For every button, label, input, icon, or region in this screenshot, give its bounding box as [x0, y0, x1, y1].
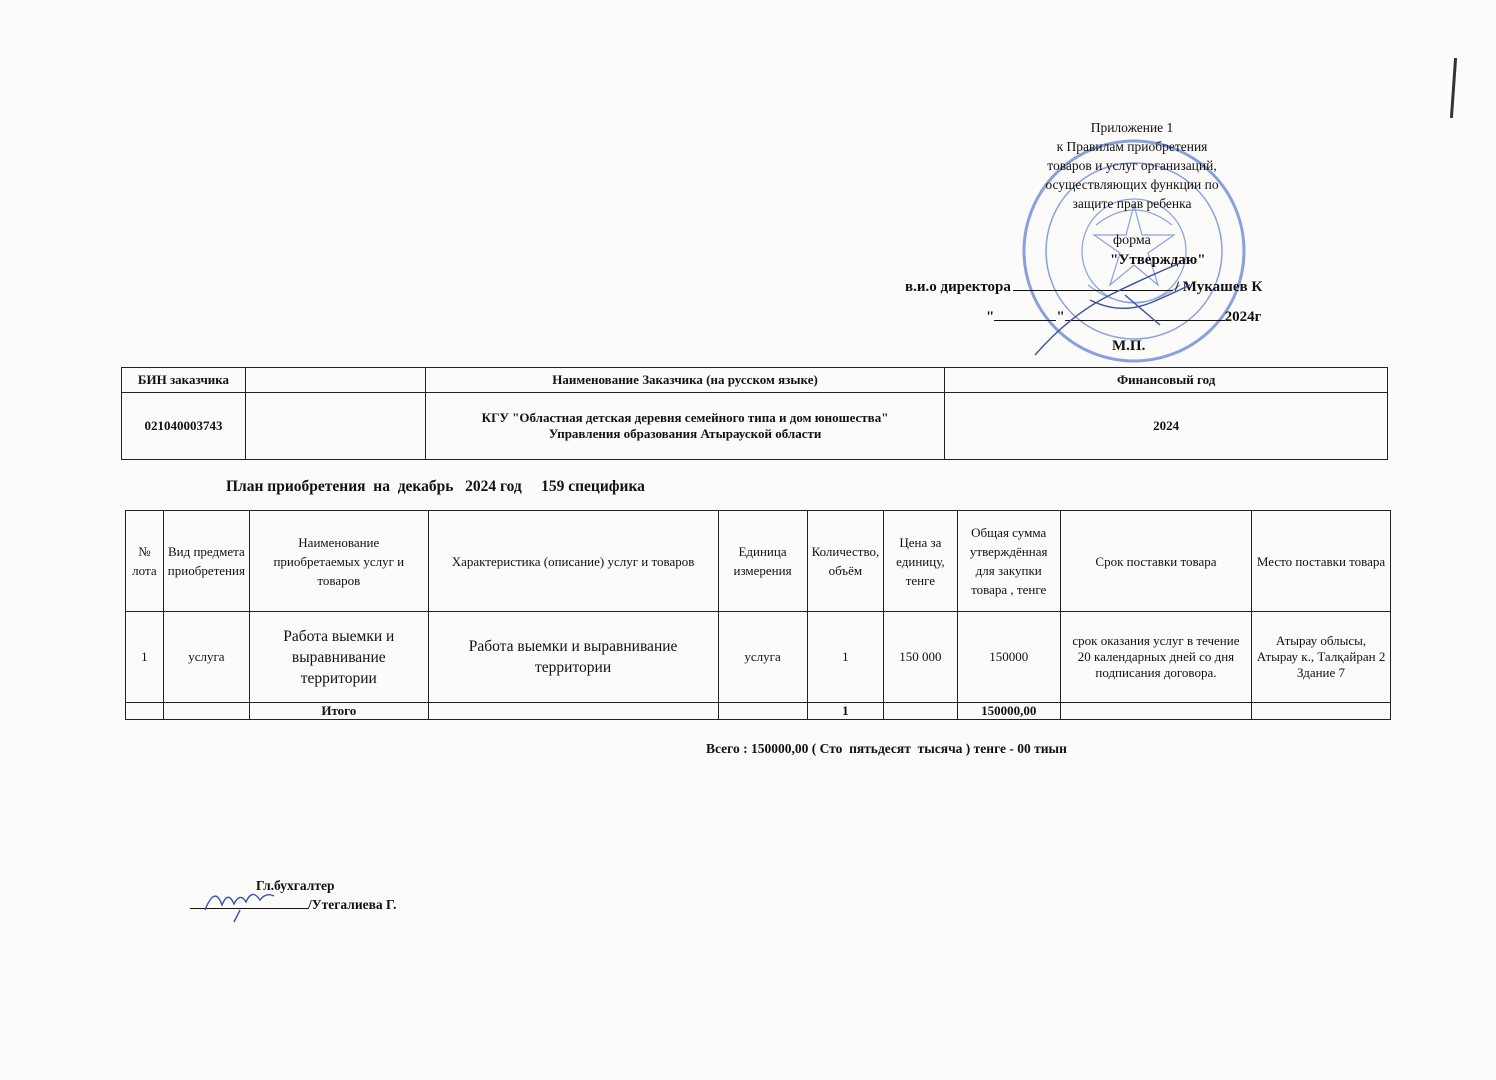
lot-header: № лота [126, 511, 164, 612]
total-sum: 150000,00 [957, 703, 1060, 720]
bin-value: 021040003743 [122, 393, 246, 460]
customer-name-line: КГУ "Областная детская деревня семейного типа и дом юношества" [481, 410, 889, 425]
appendix-line: Приложение 1 [1090, 120, 1174, 135]
unit-header: Единица измерения [718, 511, 807, 612]
type-cell: услуга [163, 612, 249, 703]
purchase-table [125, 510, 1391, 720]
purchase-header-row [126, 511, 1391, 612]
appendix-line: к Правилам приобретения [1056, 139, 1208, 154]
lot-cell: 1 [126, 612, 164, 703]
empty-cell [718, 703, 807, 720]
plan-title: План приобретения на декабрь 2024 год 159 специфика [226, 478, 645, 495]
description-header: Характеристика (описание) услуг и товаров [428, 511, 718, 612]
fiscal-year-header: Финансовый год [945, 368, 1388, 393]
empty-cell [884, 703, 957, 720]
customer-value-row [122, 393, 1388, 460]
date-quote-open: " [986, 309, 995, 325]
accountant-title: Гл.бухгалтер [256, 878, 335, 893]
customer-name-header: Наименование Заказчика (на русском языке) [425, 368, 945, 393]
customer-name-line: Управления образования Атырауской области [548, 426, 822, 441]
form-label: форма [1113, 233, 1151, 248]
appendix-line: товаров и услуг организаций, [1047, 158, 1217, 173]
type-header: Вид предмета приобретения [163, 511, 249, 612]
appendix-line: осуществляющих функции по [1045, 177, 1219, 192]
name-cell: Работа выемки и выравнивание территории [249, 612, 428, 703]
price-cell: 150 000 [884, 612, 957, 703]
place-cell: Атырау облысы, Атырау к., Талқайран 2 Здание 7 [1252, 612, 1391, 703]
date-quote-close: " [1056, 309, 1065, 325]
stamp-place: М.П. [1112, 338, 1146, 354]
empty-cell [1060, 703, 1251, 720]
date-year: 2024г [1224, 309, 1262, 325]
quantity-cell: 1 [807, 612, 884, 703]
accountant-signature-icon [200, 880, 280, 925]
empty-cell [428, 703, 718, 720]
director-name: / Мукашев К [1174, 279, 1263, 295]
quantity-header: Количество, объём [807, 511, 884, 612]
empty-cell [245, 393, 425, 460]
total-label: Итого [249, 703, 428, 720]
sum-header: Общая сумма утверждённая для закупки товара , тенге [957, 511, 1060, 612]
price-header: Цена за единицу, тенге [884, 511, 957, 612]
director-signature-icon [1030, 255, 1220, 360]
empty-cell [163, 703, 249, 720]
scan-edge-mark [1450, 58, 1457, 118]
total-amount-line: Всего : 150000,00 ( Сто пятьдесят тысяча ) тенге - 00 тиын [706, 741, 1067, 756]
unit-cell: услуга [718, 612, 807, 703]
sum-cell: 150000 [957, 612, 1060, 703]
bin-header: БИН заказчика [122, 368, 246, 393]
term-cell: срок оказания услуг в течение 20 календарных дней со дня подписания договора. [1060, 612, 1251, 703]
appendix-block [1020, 118, 1244, 213]
empty-cell [126, 703, 164, 720]
appendix-line: защите прав ребенка [1072, 196, 1192, 211]
fiscal-year-value: 2024 [945, 393, 1388, 460]
empty-cell [245, 368, 425, 393]
customer-table [121, 367, 1388, 460]
term-header: Срок поставки товара [1060, 511, 1251, 612]
description-cell: Работа выемки и выравнивание территории [428, 612, 718, 703]
empty-cell [1252, 703, 1391, 720]
director-title: в.и.о директора [905, 279, 1011, 295]
total-quantity: 1 [807, 703, 884, 720]
approve-label: "Утверждаю" [1110, 252, 1206, 268]
name-header: Наименование приобретаемых услуг и товаров [249, 511, 428, 612]
customer-header-row [122, 368, 1388, 393]
total-row [126, 703, 1391, 720]
accountant-name: /Утегалиева Г. [308, 897, 397, 912]
customer-name-value [425, 393, 945, 460]
place-header: Место поставки товара [1252, 511, 1391, 612]
table-row [126, 612, 1391, 703]
